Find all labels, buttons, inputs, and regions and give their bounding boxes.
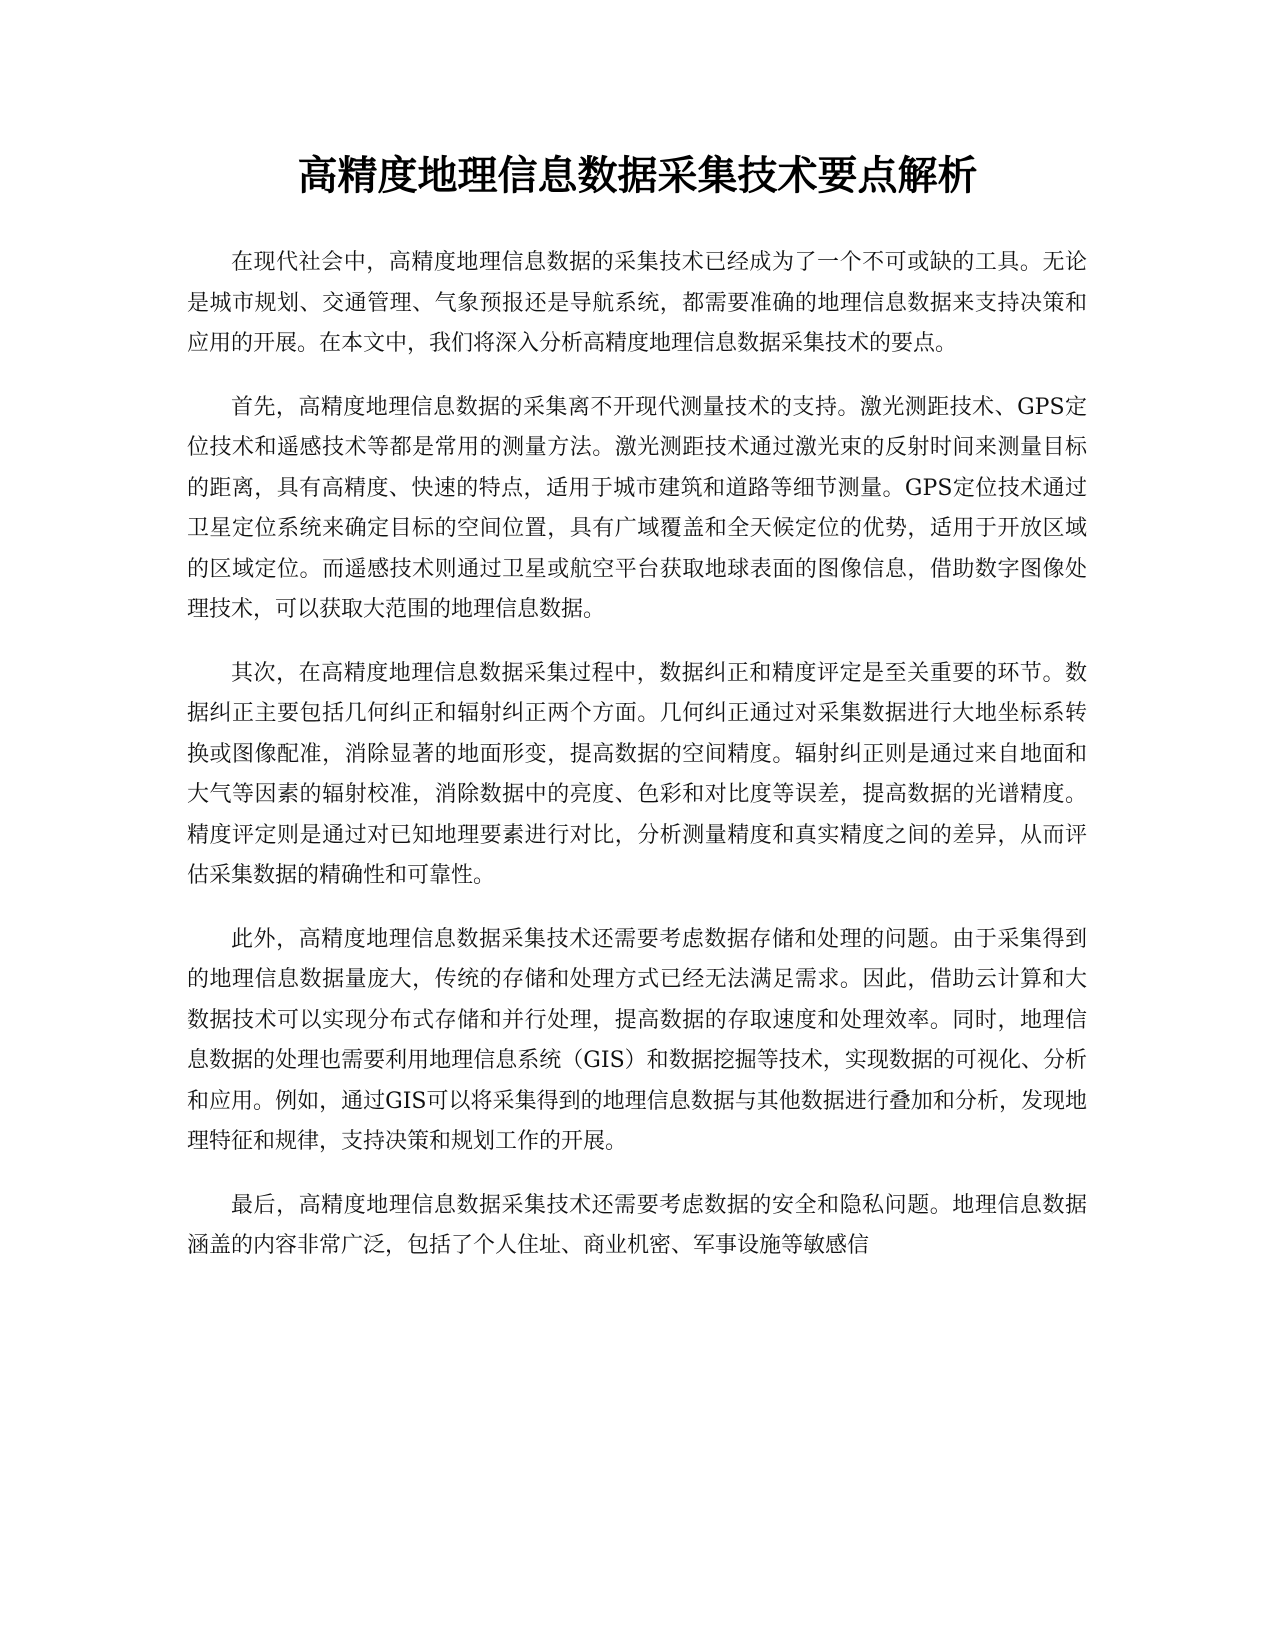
document-title: 高精度地理信息数据采集技术要点解析 (297, 153, 978, 199)
paragraph-security: 最后，高精度地理信息数据采集技术还需要考虑数据的安全和隐私问题。地理信息数据涵盖的内容非常广泛，包括了个人住址、商业机密、军事设施等敏感信 (187, 1192, 1087, 1258)
paragraph-measurement: 首先，高精度地理信息数据的采集离不开现代测量技术的支持。激光测距技术、GPS定位技术和遥感技术等都是常用的测量方法。激光测距技术通过激光束的反射时间来测量目标的距离，具有高精度、快速的特点，适用于城市建筑和道路等细节测量。GPS定位技术通过卫星定位系统来确定目标的空间位置，具有广域覆盖和全天候定位的优势，适用于开放区域的区域定位。而遥感技术则通过卫星或航空平台获取地球表面的图像信息，借助数字图像处理技术，可以获取大范围的地理信息数据。 (187, 394, 1087, 622)
paragraph-correction: 其次，在高精度地理信息数据采集过程中，数据纠正和精度评定是至关重要的环节。数据纠正主要包括几何纠正和辐射纠正两个方面。几何纠正通过对采集数据进行大地坐标系转换或图像配准，消除显著的地面形变，提高数据的空间精度。辐射纠正则是通过来自地面和大气等因素的辐射校准，消除数据中的亮度、色彩和对比度等误差，提高数据的光谱精度。精度评定则是通过对已知地理要素进行对比，分析测量精度和真实精度之间的差异，从而评估采集数据的精确性和可靠性。 (187, 660, 1087, 888)
paragraph-storage: 此外，高精度地理信息数据采集技术还需要考虑数据存储和处理的问题。由于采集得到的地理信息数据量庞大，传统的存储和处理方式已经无法满足需求。因此，借助云计算和大数据技术可以实现分布式存储和并行处理，提高数据的存取速度和处理效率。同时，地理信息数据的处理也需要利用地理信息系统（GIS）和数据挖掘等技术，实现数据的可视化、分析和应用。例如，通过GIS可以将采集得到的地理信息数据与其他数据进行叠加和分析，发现地理特征和规律，支持决策和规划工作的开展。 (187, 926, 1087, 1154)
document-body (187, 243, 1087, 1290)
paragraph-intro: 在现代社会中，高精度地理信息数据的采集技术已经成为了一个不可或缺的工具。无论是城市规划、交通管理、气象预报还是导航系统，都需要准确的地理信息数据来支持决策和应用的开展。在本文中，我们将深入分析高精度地理信息数据采集技术的要点。 (187, 250, 1087, 356)
